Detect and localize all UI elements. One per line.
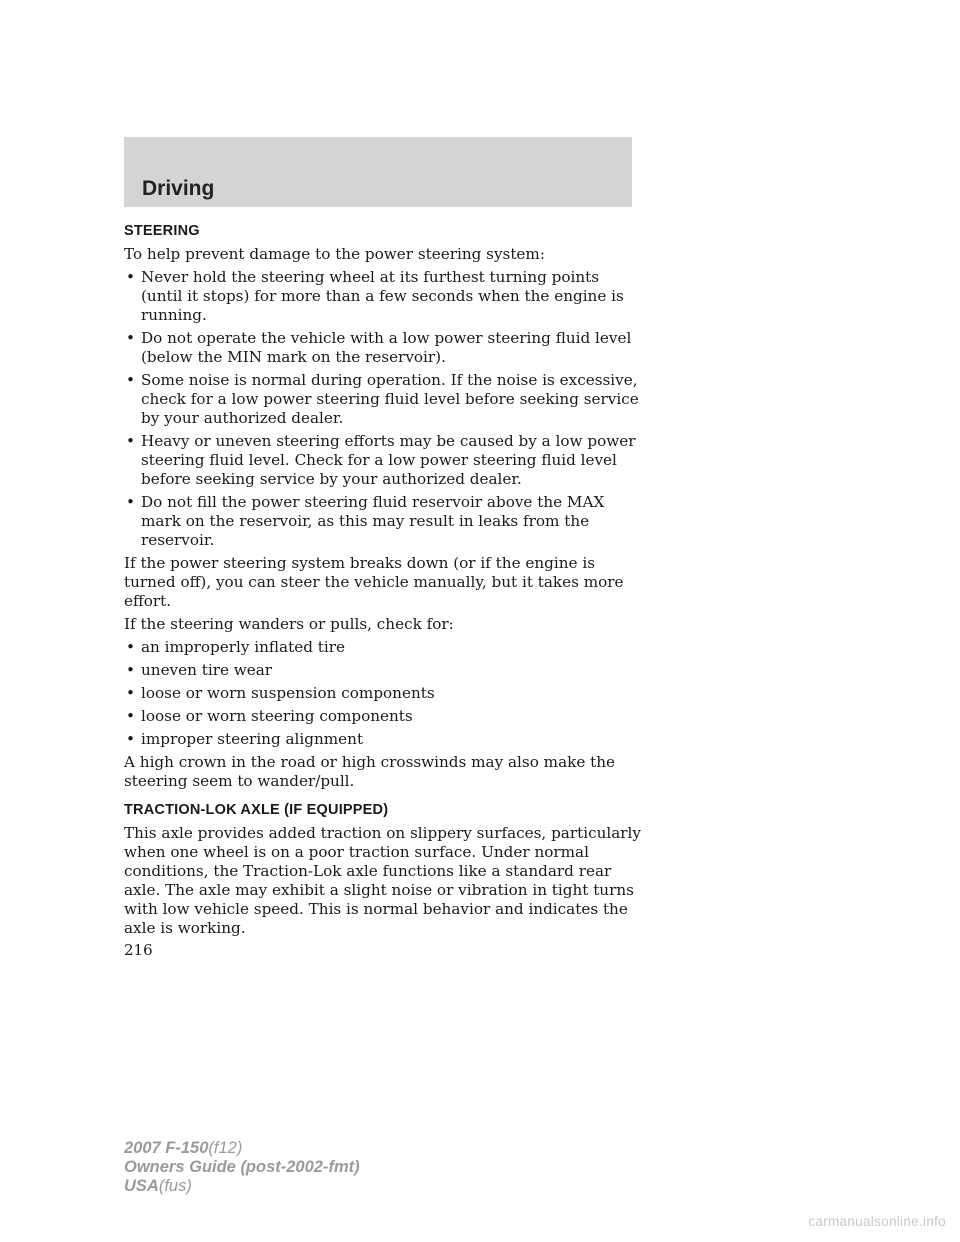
steering-warning-list bbox=[124, 268, 644, 550]
bullet-icon: • bbox=[126, 707, 135, 725]
steering-intro: To help prevent damage to the power steering system: bbox=[124, 245, 545, 263]
list-item: • Never hold the steering wheel at its furthest turning points (until it stops) for more than a few seconds when the engine is running. bbox=[126, 268, 624, 324]
bullet-icon: • bbox=[126, 730, 135, 748]
list-item: • loose or worn steering components bbox=[126, 707, 413, 725]
list-item: • Heavy or uneven steering efforts may be caused by a low power steering fluid level. Check for a low power steering fluid level before seeking service by your authorized dealer. bbox=[126, 432, 636, 488]
list-item: • Some noise is normal during operation. If the noise is excessive, check for a low power steering fluid level before seeking service by your authorized dealer. bbox=[126, 371, 639, 427]
list-item: • Do not fill the power steering fluid reservoir above the MAX mark on the reservoir, as this may result in leaks from the reservoir. bbox=[126, 493, 605, 549]
document-footer bbox=[124, 1139, 360, 1196]
watermark-text: carmanualsonline.info bbox=[808, 1214, 946, 1229]
bullet-icon: • bbox=[126, 329, 135, 347]
list-item: • Do not operate the vehicle with a low power steering fluid level (below the MIN mark on the reservoir). bbox=[126, 329, 632, 366]
footer-line-guide: Owners Guide (post-2002-fmt) bbox=[124, 1158, 360, 1176]
steering-wanders-paragraph: If the steering wanders or pulls, check for: bbox=[124, 615, 454, 633]
footer-line-market: USA(fus) bbox=[124, 1177, 192, 1195]
steering-heading: STEERING bbox=[124, 223, 200, 239]
list-item: • improper steering alignment bbox=[126, 730, 364, 748]
bullet-icon: • bbox=[126, 638, 135, 656]
list-item: • an improperly inflated tire bbox=[126, 638, 345, 656]
bullet-icon: • bbox=[126, 432, 135, 450]
traction-heading: TRACTION-LOK AXLE (IF EQUIPPED) bbox=[124, 802, 389, 818]
steering-check-list bbox=[124, 638, 644, 749]
bullet-icon: • bbox=[126, 661, 135, 679]
steering-breakdown-paragraph: If the power steering system breaks down (or if the engine is turned off), you can steer the vehicle manually, but it takes more effort. bbox=[124, 554, 624, 610]
bullet-icon: • bbox=[126, 371, 135, 389]
page-number: 216 bbox=[124, 941, 153, 959]
bullet-icon: • bbox=[126, 493, 135, 511]
list-item: • loose or worn suspension components bbox=[126, 684, 435, 702]
list-item: • uneven tire wear bbox=[126, 661, 273, 679]
section-title: Driving bbox=[142, 177, 215, 200]
page-content bbox=[124, 222, 644, 942]
section-header-band bbox=[124, 137, 632, 207]
steering-crown-paragraph: A high crown in the road or high crosswinds may also make the steering seem to wander/pull. bbox=[124, 753, 616, 790]
bullet-icon: • bbox=[126, 684, 135, 702]
traction-body: This axle provides added traction on slippery surfaces, particularly when one wheel is on a poor traction surface. Under normal conditions, the Traction-Lok axle functions like a standard rear axle. The axle may exhibit a slight noise or vibration in tight turns with low vehicle speed. This is normal behavior and indicates the axle is working. bbox=[124, 824, 641, 937]
bullet-icon: • bbox=[126, 268, 135, 286]
footer-line-model: 2007 F-150(f12) bbox=[124, 1139, 243, 1157]
